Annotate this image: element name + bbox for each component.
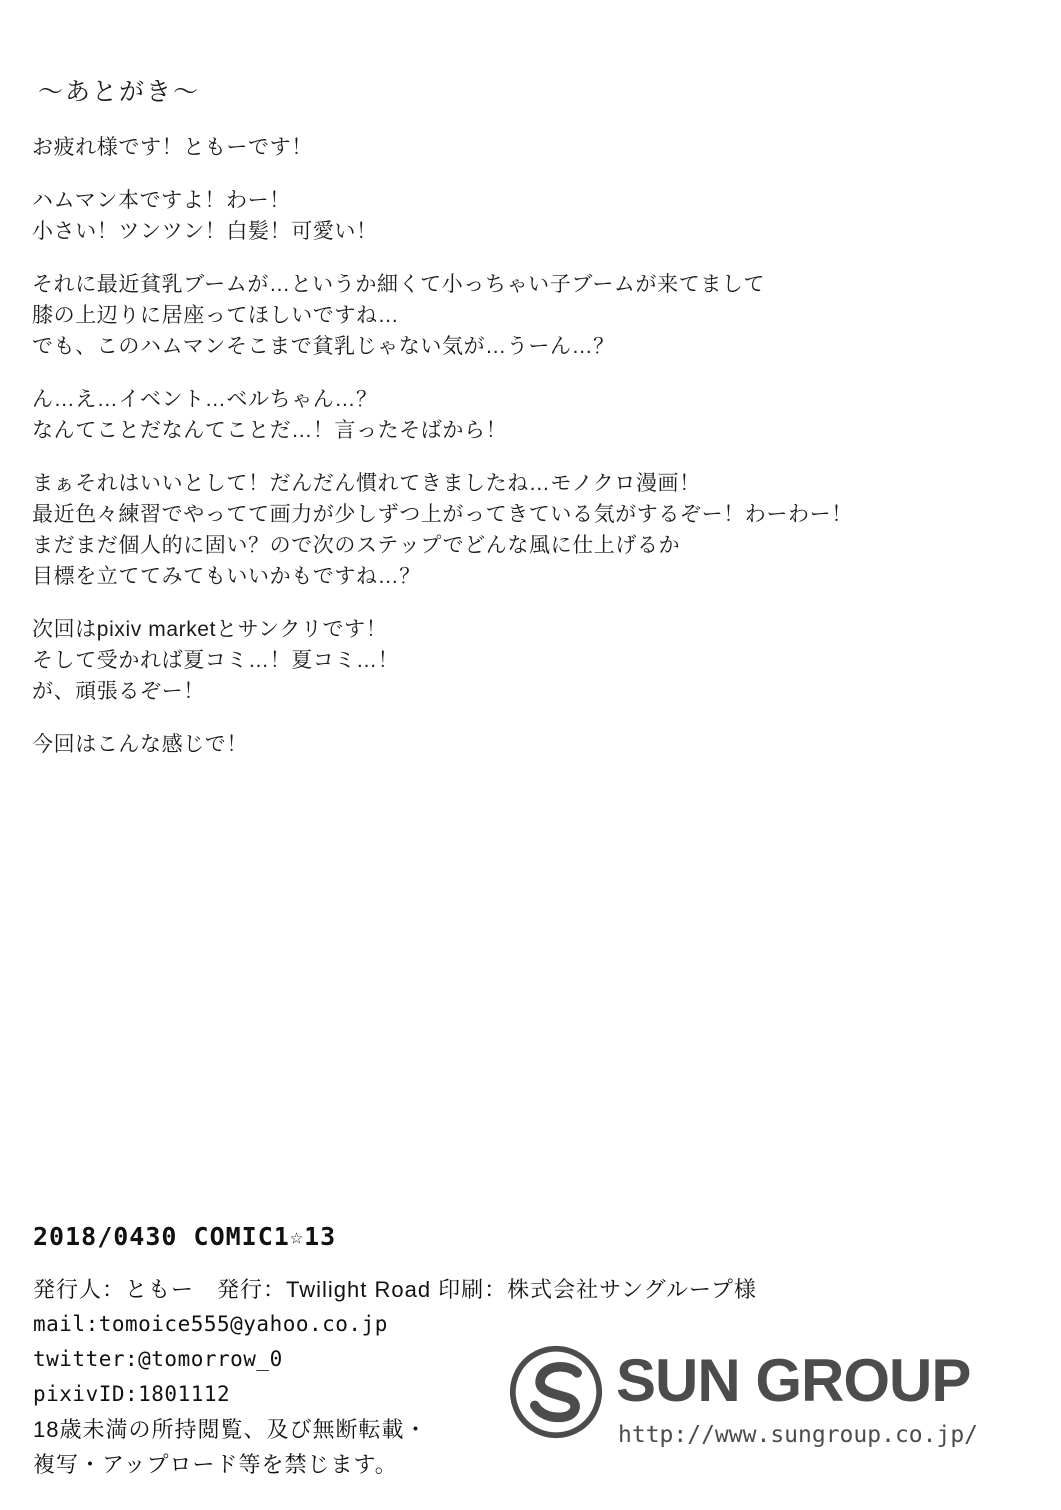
afterword-line: 次回はpixiv marketとサンクリです！ (32, 618, 388, 641)
afterword-line: ハムマン本ですよ！わー！ (32, 189, 291, 212)
afterword-line: 最近色々練習でやってて画力が少しずつ上がってきている気がするぞー！わーわー！ (32, 503, 853, 526)
afterword-line: お疲れ様です！ともーです！ (32, 136, 313, 159)
afterword-line: が、頑張るぞー！ (32, 680, 205, 703)
age-restriction-line-2: 複写・アップロード等を禁じます。 (33, 1452, 398, 1477)
afterword-paragraph (32, 185, 1012, 247)
afterword-line: まぁそれはいいとして！だんだん慣れてきましたね…モノクロ漫画！ (32, 472, 701, 495)
afterword-paragraph (32, 269, 1012, 362)
sun-group-mark-icon (508, 1344, 604, 1440)
twitter-line: twitter:@tomorrow_0 (33, 1347, 283, 1371)
sun-group-logo (508, 1338, 1020, 1466)
afterword-heading: 〜あとがき〜 (38, 78, 201, 106)
afterword-line: 小さい！ツンツン！白髪！可愛い！ (32, 220, 378, 243)
afterword-text (32, 132, 1012, 782)
publisher-line: 発行人：ともー 発行：Twilight Road 印刷：株式会社サングループ様 (33, 1277, 757, 1302)
afterword-line: ん…え…イベント…ベルちゃん…？ (32, 388, 378, 411)
afterword-paragraph (32, 614, 1012, 707)
pixiv-id-line: pixivID:1801112 (33, 1382, 231, 1406)
sun-group-url: http://www.sungroup.co.jp/ (618, 1422, 979, 1448)
afterword-paragraph (32, 468, 1012, 592)
star-icon: ☆ (289, 1225, 305, 1250)
afterword-line: 目標を立ててみてもいいかもですね…？ (32, 565, 421, 588)
mail-line: mail:tomoice555@yahoo.co.jp (33, 1312, 388, 1336)
afterword-paragraph (32, 132, 1012, 163)
afterword-line: でも、このハムマンそこまで貧乳じゃない気が…うーん…？ (32, 335, 615, 358)
sun-group-wordmark: SUN GROUP (616, 1347, 971, 1414)
age-restriction-line-1: 18歳未満の所持閲覧、及び無断転載・ (33, 1417, 428, 1442)
afterword-paragraph (32, 384, 1012, 446)
afterword-line: まだまだ個人的に固い？ので次のステップでどんな風に仕上げるか (32, 534, 681, 557)
afterword-line: 膝の上辺りに居座ってほしいですね… (32, 304, 400, 327)
afterword-line: そして受かれば夏コミ…！夏コミ…！ (32, 649, 400, 672)
event-number: 13 (304, 1222, 337, 1251)
afterword-paragraph (32, 729, 1012, 760)
afterword-line: それに最近貧乳ブームが…というか細くて小っちゃい子ブームが来てまして (32, 273, 766, 296)
publication-date-text: 2018/0430 COMIC1 (33, 1222, 290, 1251)
publication-date (33, 1222, 336, 1251)
afterword-line: なんてことだなんてことだ…！言ったそばから！ (32, 419, 508, 442)
afterword-line: 今回はこんな感じで！ (32, 733, 248, 756)
